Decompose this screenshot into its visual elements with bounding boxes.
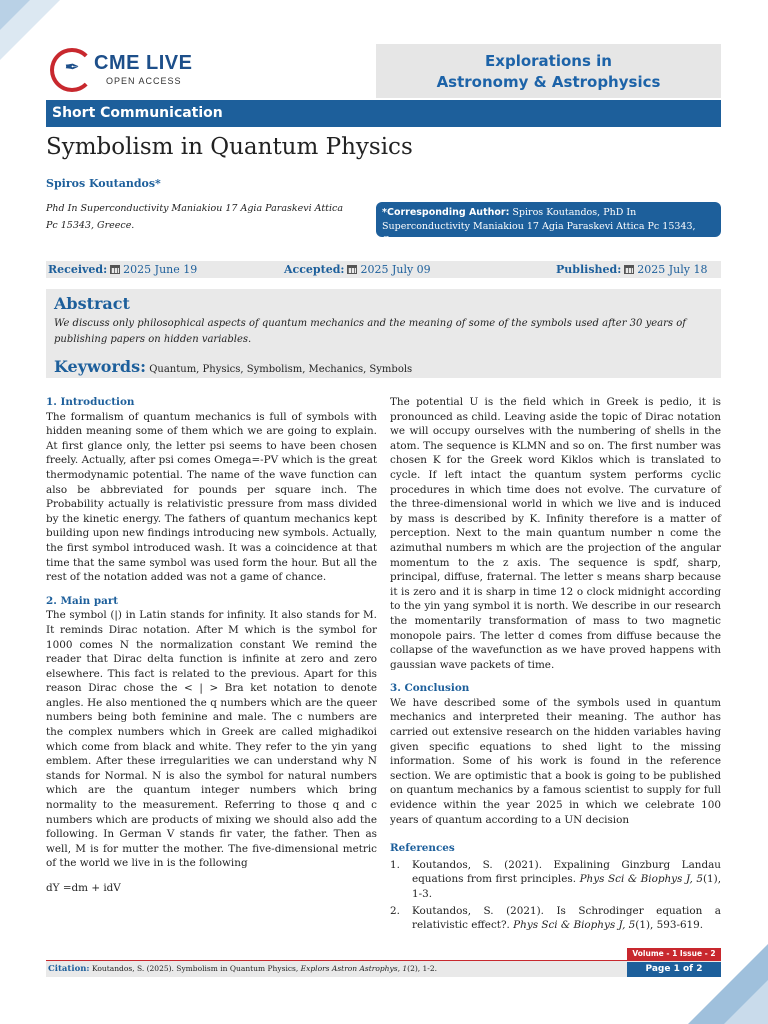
right-column: [390, 395, 721, 933]
journal-name: [376, 44, 721, 98]
calendar-icon: [347, 265, 357, 274]
paragraph: The potential U is the field which in Greek is pedio, it is pronounced as child. Leaving aside the topic of Dirac notation we will occupy ourselves with the numbering of shells in the atom. The sequence is KLMN and so on. The first number was chosen K for the Greek word Kiklos which is translated to cycle. If left intact the quantum system performs cyclic procedures in which time does not evolve. The curvature of the three-dimensional world in which we live and is induced by mass is described by K. Infinity therefore is a matter of perception. Next to the main quantum number n come the azimuthal numbers m which are the projection of the angular momentum to the z axis. The sequence is spdf, sharp, principal, diffuse, fraternal. The letter s means sharp because it is zero and it is sharp in time 12 o clock midnight according to the yin yang symbol it is north. We describe in our research the momentarily transformation of mass to two magnetic monopole pairs. The letter d comes from diffuse because the collapse of the wavefunction as we have proved happens with gaussian wave packets of time.: [390, 396, 721, 671]
paragraph: The formalism of quantum mechanics is full of symbols with hidden meaning some of them which we are going to explain. At first glance only, the letter psi seems to have been chosen freely. Actually, after psi comes Omega=-PV which is the great thermodynamic potential. The name of the wave function can also be abbreviated for pounds per square inch. The Probability actually is relativistic pressure from mass divided by the kinetic energy. The fathers of quantum mechanics kept building upon new findings introducing new symbols. Actually, the first symbol introduced wash. It was a coincidence at that time that the same symbol was used form the hour. But all the rest of the notation added was not a game of chance.: [46, 410, 377, 584]
accepted-date: Accepted: 2025 July 09: [284, 263, 431, 276]
reference-item: 1. Koutandos, S. (2021). Expalining Ginzburg Landau equations from first principles. Phys Sci & Biophys J, 5(1), 1-3.: [390, 858, 722, 900]
published-date: Published: 2025 July 18: [556, 263, 708, 276]
reference-journal: Phys Sci & Biophys J, 5: [513, 919, 636, 932]
received-date: Received: 2025 June 19: [48, 263, 198, 276]
abstract-box: [46, 289, 721, 378]
journal-line-1: Explorations in: [485, 52, 612, 70]
article-title: Symbolism in Quantum Physics: [46, 134, 413, 160]
logo-name: CME LIVE: [94, 52, 193, 74]
section-heading: 3. Conclusion: [390, 682, 470, 695]
reference-journal: Phys Sci & Biophys J, 5: [579, 873, 703, 886]
keywords: [54, 357, 412, 376]
paragraph: The symbol (|) in Latin stands for infinity. It also stands for M. It reminds Dirac notation. After M which is the symbol for 1000 comes N the normalization constant We remind the reader that Dirac delta function is infinite at zero and zero elsewhere. This fact is related to the previous. Apart for this reason Dirac chose the < | > Bra ket notation to denote angles. He also mentioned the q numbers which are the queer numbers being both feminine and male. The c numbers are the complex numbers which in Greek are called mighadikoi which come from black and white. They refer to the yin yang emblem. After these irregularities we can understand why N stands for Normal. N is also the symbol for natural numbers which are the quantum integer numbers which bring normality to the measurement. Referring to those q and c numbers which are products of mixing we should also add the following. In German V stands fir vater, the father. Then as well, M is for mutter the mother. The five-dimensional metric of the world we live in is the following: [46, 609, 377, 870]
corresponding-text: Spiros Koutandos, PhD In Superconductivity Maniakiou 17 Agia Paraskevi Attica Pc 15343, Greece.: [382, 207, 696, 246]
author-affiliation: Phd In Superconductivity Maniakiou 17 Agia Paraskevi Attica Pc 15343, Greece.: [46, 203, 344, 231]
section-heading: 2. Main part: [46, 594, 119, 607]
corner-decoration: [0, 0, 30, 30]
calendar-icon: [110, 265, 120, 274]
corner-decoration: [724, 980, 768, 1024]
abstract-text: We discuss only philosophical aspects of quantum mechanics and the meaning of some of the symbols used after 30 years of publishing papers on hidden variables.: [54, 318, 686, 345]
left-column: [46, 395, 377, 896]
publisher-logo: [50, 46, 210, 96]
abstract-heading: Abstract: [54, 294, 130, 313]
references-heading: References: [390, 842, 455, 855]
section-heading: 1. Introduction: [46, 396, 135, 408]
article-type: Short Communication: [46, 100, 721, 127]
page-number: Page 1 of 2: [627, 962, 721, 977]
calendar-icon: [624, 265, 634, 274]
author-name: Spiros Koutandos*: [46, 177, 161, 190]
logo-subtitle: OPEN ACCESS: [106, 76, 182, 86]
pen-nib-icon: ✒: [64, 57, 80, 78]
paragraph: We have described some of the symbols used in quantum mechanics and interpreted their meaning. The author has carried out extensive research on the hidden variables having given specific equations to shed light to the missing information. Some of his work is found in the reference section. We are optimistic that a book is going to be published on quantum mechanics by a famous scientist to supply for full evidence within the year 2025 in which we celebrate 100 years of quantum according to a UN decision: [390, 696, 721, 826]
reference-item: 2. Koutandos, S. (2021). Is Schrodinger equation a relativistic effect?. Phys Sci & Biophys J, 5(1), 593-619.: [390, 904, 721, 932]
keywords-heading: Keywords:: [54, 357, 147, 376]
corresponding-label: *Corresponding Author:: [382, 207, 510, 218]
equation: dY =dm + idV: [46, 882, 121, 894]
volume-badge: Volume - 1 Issue - 2: [627, 948, 721, 960]
journal-line-2: Astronomy & Astrophysics: [436, 73, 661, 91]
citation-label: Citation:: [48, 964, 90, 974]
corresponding-author-box: [376, 202, 721, 246]
citation-bar: Citation: Koutandos, S. (2025). Symbolism in Quantum Physics, Explors Astron Astrophys, 1(2), 1-2.: [46, 960, 721, 977]
dates-bar: [46, 261, 721, 278]
keywords-text: Quantum, Physics, Symbolism, Mechanics, Symbols: [146, 364, 413, 375]
